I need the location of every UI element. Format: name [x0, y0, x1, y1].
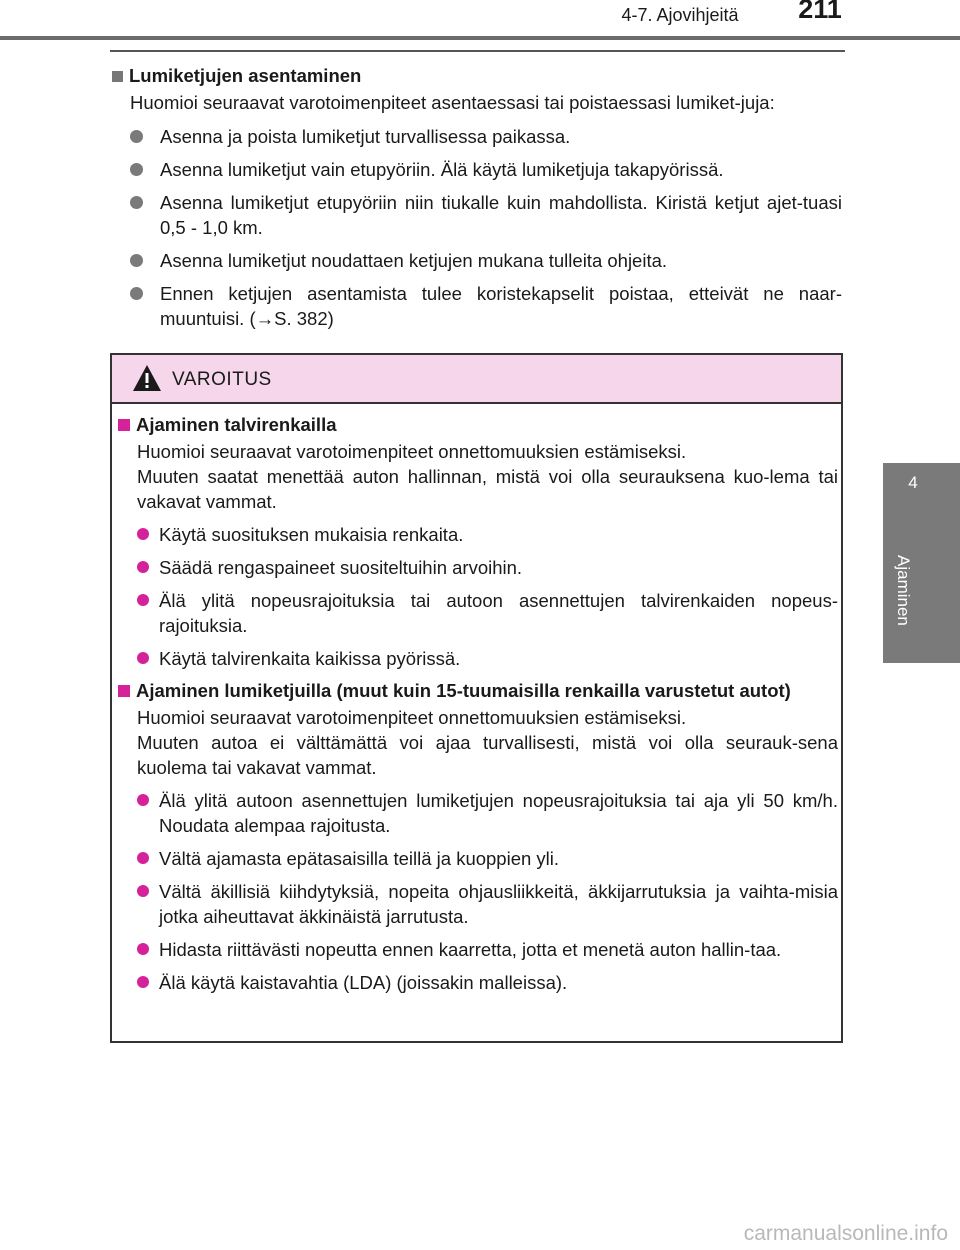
list-item: Älä käytä kaistavahtia (LDA) (joissakin malleissa). [137, 970, 838, 995]
circle-bullet-icon [130, 287, 143, 300]
chapter-title: 4-7. Ajovihjeitä [621, 5, 739, 25]
winter-tires-heading: Ajaminen talvirenkailla [136, 414, 337, 435]
list-item: Vältä äkillisiä kiihdytyksiä, nopeita ohjausliikkeitä, äkkijarrutuksia ja vaihta-misia jotka aiheuttavat äkkinäistä jarrutusta. [137, 879, 838, 929]
list-item: Asenna lumiketjut vain etupyöriin. Älä käytä lumiketjuja takapyörissä. [130, 157, 842, 182]
circle-bullet-icon [130, 130, 143, 143]
circle-bullet-icon [137, 594, 149, 606]
list-item: Asenna ja poista lumiketjut turvallisessa paikassa. [130, 124, 842, 149]
circle-bullet-icon [137, 885, 149, 897]
circle-bullet-icon [130, 254, 143, 267]
list-item: Käytä suosituksen mukaisia renkaita. [137, 522, 838, 547]
list-item: Asenna lumiketjut etupyöriin niin tiukalle kuin mahdollista. Kiristä ketjut ajet-tuasi 0,5 - 1,0 km. [130, 190, 842, 240]
warning-intro: Huomioi seuraavat varotoimenpiteet onnettomuuksien estämiseksi. [137, 441, 687, 462]
watermark: carmanualsonline.info [743, 1222, 948, 1245]
warning-header [112, 355, 841, 404]
circle-bullet-icon [130, 196, 143, 209]
section-heading [118, 413, 838, 437]
list-item: Älä ylitä autoon asennettujen lumiketjujen nopeusrajoituksia tai aja yli 50 km/h. Noudata alempaa rajoitusta. [137, 788, 838, 838]
side-tab-label: Ajaminen [894, 555, 913, 626]
list-item: Asenna lumiketjut noudattaen ketjujen mukana tulleita ohjeita. [130, 248, 842, 273]
square-bullet-icon [118, 685, 130, 697]
list-item: Käytä talvirenkaita kaikissa pyörissä. [137, 646, 838, 671]
warning-title: VAROITUS [172, 369, 272, 390]
list-item: Säädä rengaspaineet suositeltuihin arvoihin. [137, 555, 838, 580]
square-bullet-icon [112, 71, 123, 82]
list-item: Hidasta riittävästi nopeutta ennen kaarretta, jotta et menetä auton hallin-taa. [137, 937, 838, 962]
warning-box [110, 353, 843, 1043]
header-divider [0, 36, 960, 40]
warning-triangle-icon [131, 363, 163, 393]
circle-bullet-icon [130, 163, 143, 176]
list-item: Älä ylitä nopeusrajoituksia tai autoon asennettujen talvirenkaiden nopeus-rajoituksia. [137, 588, 838, 638]
page-number: 211 [798, 0, 842, 24]
warning-intro: Huomioi seuraavat varotoimenpiteet onnettomuuksien estämiseksi. [137, 707, 687, 728]
side-tab-number: 4 [908, 473, 918, 492]
circle-bullet-icon [137, 561, 149, 573]
circle-bullet-icon [137, 794, 149, 806]
list-item: Ennen ketjujen asentamista tulee koristekapselit poistaa, etteivät ne naar-muuntuisi. (→S. 382) [130, 281, 842, 331]
circle-bullet-icon [137, 852, 149, 864]
warning-intro: Muuten autoa ei välttämättä voi ajaa turvallisesti, mistä voi olla seurauk-sena kuolema tai vakavat vammat. [137, 732, 838, 778]
warning-body [118, 413, 838, 995]
chains-heading: Lumiketjujen asentaminen [129, 65, 362, 86]
chains-install-section [112, 64, 842, 331]
circle-bullet-icon [137, 528, 149, 540]
circle-bullet-icon [137, 976, 149, 988]
circle-bullet-icon [137, 943, 149, 955]
chains-intro: Huomioi seuraavat varotoimenpiteet asentaessasi tai poistaessasi lumiket-juja: [130, 92, 775, 113]
content-divider [110, 50, 845, 52]
snow-chains-heading: Ajaminen lumiketjuilla (muut kuin 15-tuumaisilla renkailla varustetut autot) [136, 680, 791, 701]
chapter-side-tab [883, 463, 960, 663]
square-bullet-icon [118, 419, 130, 431]
section-heading [118, 679, 838, 703]
list-item: Vältä ajamasta epätasaisilla teillä ja kuoppien yli. [137, 846, 838, 871]
section-heading [112, 64, 842, 88]
circle-bullet-icon [137, 652, 149, 664]
warning-intro: Muuten saatat menettää auton hallinnan, mistä voi olla seurauksena kuo-lema tai vakavat vammat. [137, 466, 838, 512]
